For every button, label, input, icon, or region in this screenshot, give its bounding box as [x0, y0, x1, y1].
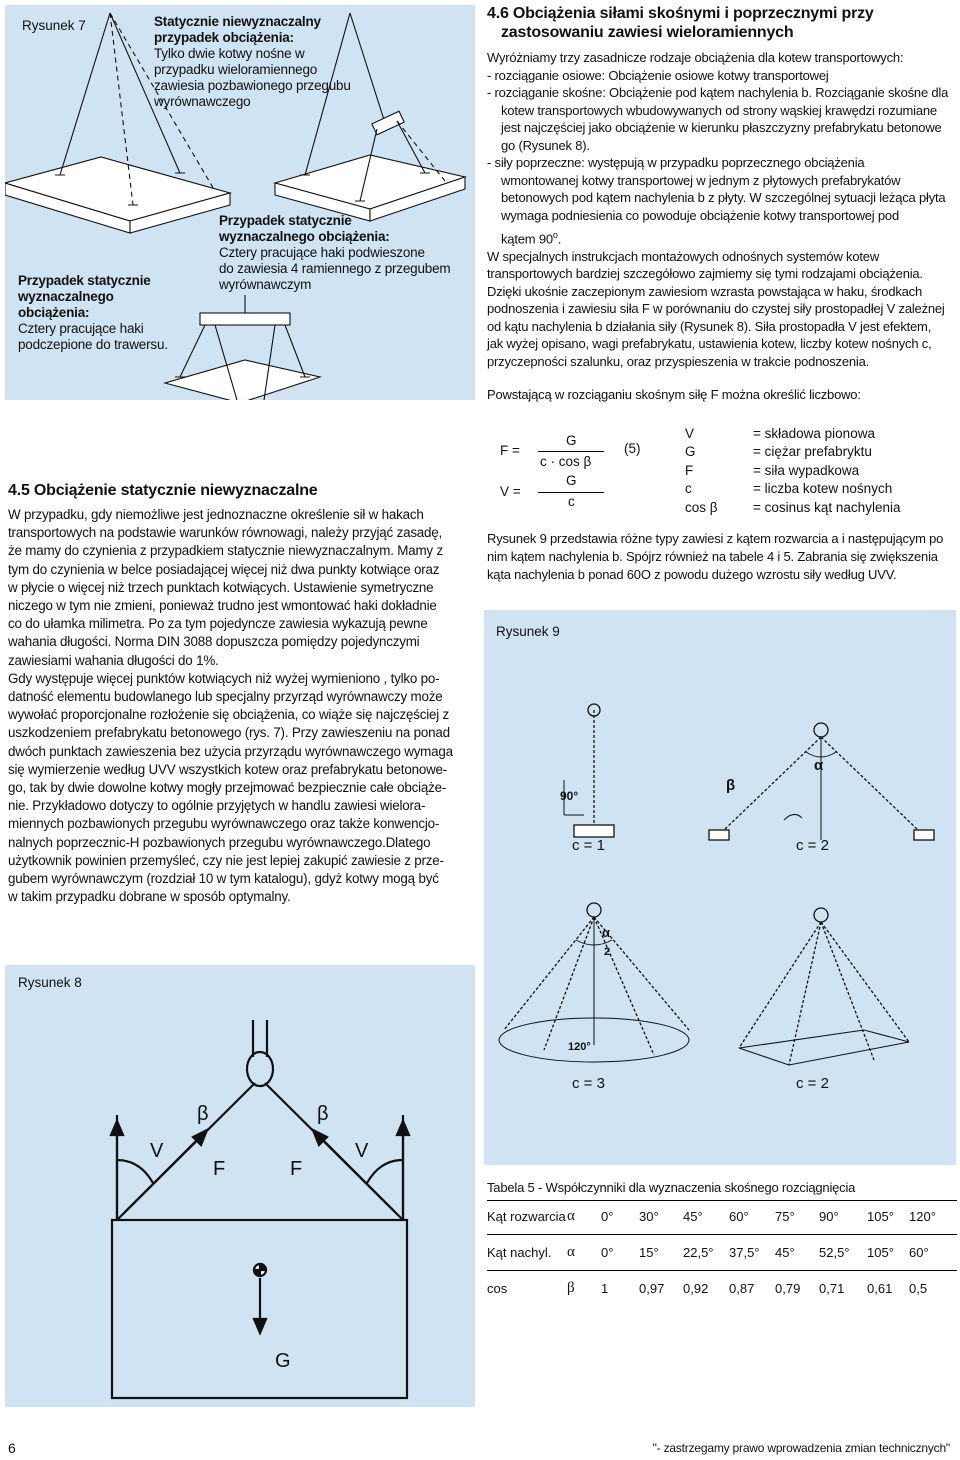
section-4-5-line: dwóch punktach zawieszenia bez użycia przyrządu wyrównawczego wymaga: [8, 743, 453, 759]
table-5-cell: 45°: [775, 1244, 795, 1260]
section-4-6-para-line-3: Dzięki ukośnie zaczepionym zawiesiom wzrasta powstająca w haku, środkach: [487, 283, 923, 299]
fig7-case1-desc-2: przypadku wieloramiennego: [154, 62, 318, 77]
fig8-F-left: F: [213, 1158, 226, 1180]
section-4-6-para-line-6: jak wyżej opisano, wagi prefabrykatu, ustawienia kotew, liczby kotew nośnych c,: [487, 336, 932, 352]
fig7-case3-desc-2: podczepione do trawersu.: [18, 337, 168, 352]
table-5-cell: 105°: [867, 1208, 894, 1224]
section-4-6-item-2-line-3: jest najczęściej jako obciążenie w kierunku płaszczyzny prefabrykatu betonowe: [501, 120, 942, 135]
fig9-angle-90: 90°: [560, 789, 579, 803]
section-4-5-line: co do ułamka milimetra. Po za tym pojedyncze zawiesia wykazują pewne: [8, 616, 428, 632]
table-5-cell: 37,5°: [729, 1244, 760, 1260]
formula-F-fraction-bar: [538, 451, 604, 452]
fig7-case1-desc-1: Tylko dwie kotwy nośne w: [154, 46, 305, 61]
table-5-row-label: [487, 1198, 567, 1234]
formula-F-lhs: F =: [500, 443, 520, 458]
section-4-6-item-3-line-2: wmontowanej kotwy transportowej w jednym z płytowych prefabrykatów: [501, 172, 901, 188]
fig8-F-right: F: [290, 1158, 303, 1180]
table-5-row-rule-1: [487, 1234, 957, 1235]
formula-equation-number: (5): [624, 441, 641, 456]
fig7-slab-2: [275, 13, 465, 221]
fig7-case1-desc-3: zawiesia pozbawionego przegubu: [154, 78, 351, 93]
section-4-5-line: W przypadku, gdy niemożliwe jest jednoznaczne określenie sił w hakach: [8, 507, 424, 522]
fig9-alpha-top: α: [814, 757, 824, 774]
section-4-6-para-line-1: W specjalnych instrukcjach montażowych odnośnych systemów kotew: [487, 248, 880, 264]
figure-9-description-line-3: kąta nachylenia b ponad 60O z powodu dużego wzrostu siły według UVV.: [487, 566, 897, 582]
section-4-6-para-line-2: transportowych bardziej szczegółowo zajmiemy się tymi rodzajami obciążenia.: [487, 266, 923, 282]
section-4-6-item-3-line-3: betonowych pod kątem nachylenia b z płyty. W szczególnej sytuacji leżąca płyta: [501, 190, 946, 205]
section-4-6-heading: [487, 4, 957, 42]
table-5-cell: 52,5°: [819, 1244, 850, 1260]
section-4-5-line: go, tak by dwie dowolne kotwy mogły przejmować bezpiecznie całe obciąże-: [8, 780, 447, 796]
figure-7-label: Rysunek 7: [22, 18, 86, 33]
fig9-sling-c1: [564, 704, 614, 837]
fig8-beta-right: β: [317, 1103, 329, 1125]
section-4-5-line: zawiesiami wahania długości do 1%.: [8, 652, 219, 668]
section-4-5-line: w płycie o więcej niż trzech punktach kotwiących. Ustawienie symetryczne: [8, 579, 434, 595]
section-4-5-line: transportowych na podstawie warunków równowagi, należy przyjąć zasadę,: [8, 525, 443, 541]
table-5-cell: 0°: [601, 1244, 614, 1260]
fig7-case1-title-1: Statycznie niewyznaczalny: [154, 14, 321, 29]
footer-note: "- zastrzegamy prawo wprowadzenia zmian technicznych": [652, 1441, 950, 1455]
legend-definition: = cosinus kąt nachylenia: [753, 499, 901, 515]
fig9-alpha-half: α: [602, 925, 610, 940]
legend-symbol: F: [685, 462, 694, 478]
section-4-5-line: nalnych poprzecznic-H pozbawionych przegubu wyrównawczego.Dlatego: [8, 834, 431, 850]
table-5-cell: 90°: [819, 1208, 839, 1224]
legend-definition: = siła wypadkowa: [753, 462, 860, 478]
table-5-cell: 0,97: [639, 1280, 665, 1296]
fig7-case3-desc-1: Cztery pracujące haki: [18, 321, 144, 336]
table-5: [487, 1198, 957, 1306]
formula-V-denominator: c: [568, 494, 575, 509]
table-5-caption: Tabela 5 - Współczynniki dla wyznaczenia skośnego rozciągnięcia: [487, 1180, 856, 1195]
legend-definition: = liczba kotew nośnych: [753, 481, 893, 497]
figure-9-description-line-2: nim kątem nachylenia b. Spójrz również na tabele 4 i 5. Zabrania się zwiększenia: [487, 548, 938, 564]
table-5-cell: 60°: [909, 1244, 929, 1260]
section-4-6-para-line-5: od kątu nachylenia b działania siły (Rysunek 8). Siła prostopadła V jest efektem,: [487, 318, 932, 334]
figure-7-drawing: [5, 5, 475, 400]
section-4-6-item-3-angle: kątem 90: [501, 231, 553, 247]
table-5-cell: 0,92: [683, 1280, 709, 1296]
section-4-6-heading-2: zastosowaniu zawiesi wieloramiennych: [501, 24, 794, 41]
fig9-sling-c3: [499, 903, 689, 1062]
table-5-row-symbol: α: [567, 1243, 575, 1260]
formula-V-lhs: V =: [500, 484, 521, 499]
legend-definition: = ciężar prefabryktu: [753, 444, 872, 460]
fig7-case2-desc-1: Cztery pracujące haki podwieszone: [219, 245, 425, 260]
formula-F-numerator: G: [566, 433, 577, 448]
table-5-cell: 105°: [867, 1244, 894, 1260]
fig9-beta-top: β: [726, 777, 736, 794]
section-4-6-degree-sup: o: [552, 230, 558, 240]
section-4-6-item-2-line-1: - rozciąganie skośne: Obciążenie pod kątem nachylenia b. Rozciąganie skośne dla: [487, 85, 949, 100]
table-5-row-incline-angle: [487, 1234, 957, 1270]
figure-9-label: Rysunek 9: [496, 624, 560, 639]
section-4-5-line: datność elementu budowlanego lub specjalny przyrząd wyrównawczy może: [8, 689, 443, 705]
legend-definition: = składowa pionowa: [753, 426, 875, 441]
section-4-6-body: [487, 49, 957, 370]
table-5-label-text: Kąt rozwarcia: [487, 1208, 566, 1224]
fig7-case2-title-1: Przypadek statycznie: [219, 213, 352, 228]
fig7-slab-1: [5, 13, 230, 233]
section-4-6-heading-1: 4.6 Obciążenia siłami skośnymi i poprzecznymi przy: [487, 5, 874, 22]
fig7-case2-desc-2: do zawiesia 4 ramiennego z przegubem: [219, 261, 451, 276]
legend-symbol: V: [685, 426, 695, 441]
fig8-G-label: G: [275, 1350, 291, 1372]
table-5-cell: 120°: [909, 1208, 936, 1224]
section-4-5-line: wywołać proporcjonalne rozłożenie się obciążenia, co wiąże się najczęściej z: [8, 707, 450, 723]
section-4-6-item-3-period: .: [557, 231, 562, 247]
formula-V-numerator: G: [566, 473, 577, 488]
table-5-row-symbol: β: [567, 1279, 575, 1296]
fig7-case1-desc-4: wyrównawczego: [154, 94, 251, 109]
fig7-case3-title-2: wyznaczalnego obciążenia:: [18, 289, 114, 320]
legend-row: [685, 480, 945, 498]
section-4-5-line: Gdy występuje więcej punktów kotwiących niż wyżej wymieniono , tylko po-: [8, 670, 440, 686]
fig9-c2-top-label: c = 2: [796, 837, 829, 854]
section-4-5-line: użytkownik powinien przemyśleć, czy nie jest lepiej zakupić zawiesie z prze-: [8, 852, 444, 868]
table-5-cell: 0,61: [867, 1280, 893, 1296]
section-4-6-item-2-line-2: kotew transportowych wbudowywanych od strony wąskiej krawędzi rozumiane: [501, 102, 937, 118]
section-4-5-heading: 4.5 Obciążenie statycznie niewyznaczalne: [8, 482, 318, 499]
table-5-cell: 30°: [639, 1208, 659, 1224]
table-5-cell: 0,87: [729, 1280, 755, 1296]
legend-symbol: cos β: [685, 499, 718, 515]
legend-row: [685, 462, 945, 480]
table-5-cell: 15°: [639, 1244, 659, 1260]
section-4-5-line: uszkodzeniem prefabrykatu betonowego (rys. 7). Przy zawieszeniu na ponad: [8, 725, 450, 741]
figure-9-description: [487, 530, 957, 583]
table-5-cell: 0,71: [819, 1280, 845, 1296]
formula-V-fraction-bar: [538, 492, 604, 493]
page-number: 6: [8, 1440, 16, 1456]
fig9-c1-label: c = 1: [572, 837, 605, 854]
section-4-5-line: w takim przypadku dobrane w sposób optymalny.: [8, 889, 291, 905]
table-5-cell: 60°: [729, 1208, 749, 1224]
table-5-row-cos: [487, 1270, 957, 1306]
table-5-row-label: cos: [487, 1280, 508, 1296]
section-4-6-intro: Wyróżniamy trzy zasadnicze rodzaje obciążenia dla kotew transportowych:: [487, 50, 904, 65]
fig9-c3-label: c = 3: [572, 1075, 605, 1092]
fig7-case2-desc-3: wyrównawczym: [219, 277, 312, 292]
fig9-c2-bottom-label: c = 2: [796, 1075, 829, 1092]
figure-9-description-line-1: Rysunek 9 przedstawia różne typy zawiesi z kątem rozwarcia a i następującym po: [487, 531, 944, 546]
section-4-5-line: miennych pozbawionych przegubu wyrównawczego oraz także konwencjo-: [8, 816, 440, 832]
section-4-5-body: [8, 506, 478, 906]
fig9-half-2: 2: [604, 946, 611, 958]
legend-symbol: G: [685, 444, 696, 460]
fig8-beta-left: β: [197, 1103, 209, 1125]
section-4-6-item-3-line-4: wymaga podniesienia co powoduje obciążenie kotwy transportowej pod: [501, 207, 899, 223]
section-4-6-item-3-line-1: - siły poprzeczne: występują w przypadku poprzecznego obciążenia: [487, 155, 865, 170]
fig7-slab-3: [165, 295, 320, 400]
formula-block: [490, 425, 960, 525]
table-5-cell: 0,79: [775, 1280, 801, 1296]
section-4-5-line: niczego w tym nie zmieni, ponieważ trudno jest wmontować haki dokładnie: [8, 598, 437, 614]
fig9-sling-c2-bottom: [739, 908, 909, 1065]
section-4-6-item-3-line-5: [487, 227, 957, 248]
table-5-row-symbol: α: [567, 1207, 575, 1224]
fig9-sling-c2-top: [709, 723, 934, 840]
table-5-cell: 45°: [683, 1208, 703, 1224]
fig7-case3-title-1: Przypadek statycznie: [18, 273, 151, 288]
legend-row: [685, 499, 945, 517]
table-5-cell: 0,5: [909, 1280, 928, 1296]
section-4-5-line: gubem wyrównawczym (rozdział 10 w tym katalogu), gdyż kotwy mogą być: [8, 871, 439, 887]
legend-symbol: c: [685, 481, 692, 497]
legend-row: [685, 425, 945, 443]
fig7-case1-title-2: przypadek obciążenia:: [154, 30, 294, 45]
fig9-angle-120: 120°: [568, 1041, 591, 1053]
table-5-cell: 22,5°: [683, 1244, 714, 1260]
fig8-V-right: V: [355, 1140, 369, 1162]
formula-intro: Powstającą w rozciąganiu skośnym siłę F można określić liczbowo:: [487, 387, 861, 402]
legend-row: [685, 443, 945, 461]
formula-F-denominator: c · cos β: [540, 454, 592, 469]
figure-8-label: Rysunek 8: [18, 975, 82, 990]
table-5-cell: 75°: [775, 1208, 795, 1224]
fig7-case2-title-2: wyznaczalnego obciążenia:: [219, 229, 390, 244]
section-4-5-line: tym do czynienia w belce posiadającej więcej niż dwa punkty kotwiące oraz: [8, 561, 440, 577]
figure-9-drawing: [484, 610, 956, 1165]
section-4-5-line: się wymierzenie według UVV wszystkich kotew oraz prefabrykatu betonowe-: [8, 761, 448, 777]
table-5-cell: 1: [601, 1280, 609, 1296]
table-5-row-rule-2: [487, 1270, 957, 1271]
section-4-6-item-2-line-4: go (Rysunek 8).: [501, 137, 590, 153]
section-4-6-para-line-7: przyczepności szalunku, oraz przyspieszenia w trakcie podnoszenia.: [487, 353, 870, 369]
section-4-5-line: nie. Przykładowo dotyczy to ogólnie przyjętych w handlu zawiesi wielora-: [8, 798, 426, 814]
table-5-row-opening-angle: [487, 1198, 957, 1234]
section-4-5-line: wahania długości. Norma DIN 3088 dopuszcza pomiędzy pojedynczymi: [8, 634, 420, 650]
table-5-cell: 0°: [601, 1208, 614, 1224]
section-4-6-item-1: - rozciąganie osiowe: Obciążenie osiowe kotwy transportowej: [487, 67, 829, 83]
formula-legend: [685, 425, 945, 517]
figure-8-drawing: [5, 965, 475, 1407]
section-4-6-para-line-4: podnoszenia i zawiesiu siła F w porównaniu do czystej siły prostopadłej V zależnej: [487, 301, 945, 317]
section-4-5-line: że mamy do czynienia z przypadkiem statycznie niewyznaczalnym. Mamy z: [8, 543, 443, 559]
table-5-row-label: Kąt nachyl.: [487, 1244, 552, 1260]
fig8-V-left: V: [150, 1140, 164, 1162]
